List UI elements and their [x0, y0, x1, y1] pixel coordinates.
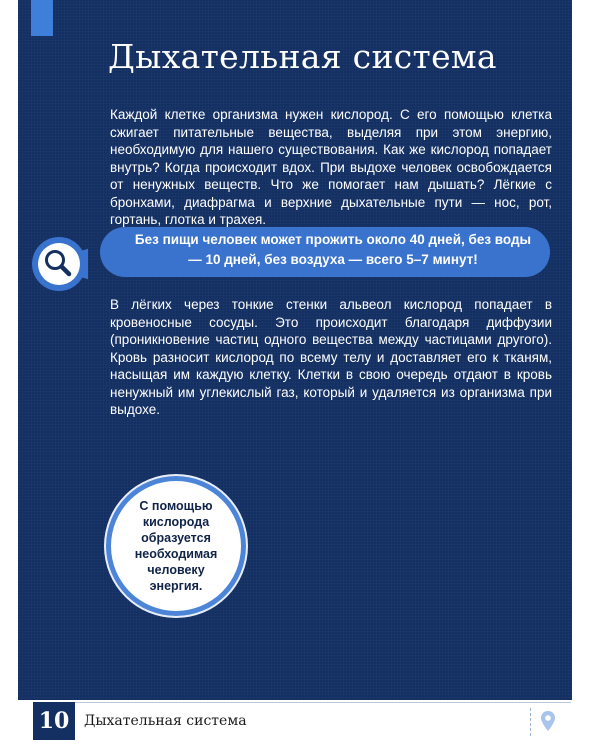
map-pin-icon — [540, 710, 556, 732]
page-title: Дыхательная система — [108, 37, 497, 76]
circle-note — [106, 476, 246, 616]
footer-title: Дыхательная система — [84, 713, 247, 729]
fact-callout-text: Без пищи человек может прожить около 40 дней, без воды — 10 дней, без воздуха — всего 5–7 минут! — [134, 232, 532, 267]
footer-divider — [530, 708, 532, 736]
intro-paragraph: Каждой клетке организма нужен кислород. С его помощью клетка сжигает питательные вещества, выделяя при этом энергию, необходимую для нашего существования. Как же кислород попадает внутрь? Когда происходит вдох. При выдохе человек освобождается от ненужных веществ. Что же помогает нам дышать? Лёгкие с бронхами, диафрагма и верхние дыхательные пути — нос, рот, гортань, глотка и трахея. — [110, 107, 552, 227]
circle-note-text: С помощью кислорода образуется необходимая человеку энергия. — [134, 499, 218, 593]
magnifier-icon — [30, 235, 88, 293]
body-paragraph: В лёгких через тонкие стенки альвеол кислород попадает в кровеносные сосуды. Это происходит благодаря диффузии (проникновение частиц одного вещества между частицами другого). Кровь разносит кислород по всему телу и доставляет его к тканям, насыщая им каждую клетку. Клетки в свою очередь отдают в кровь ненужный им углекислый газ, который и удаляется из организма при выдохе. — [110, 297, 552, 417]
corner-tab — [31, 0, 53, 36]
page-number: 10 — [33, 702, 75, 740]
